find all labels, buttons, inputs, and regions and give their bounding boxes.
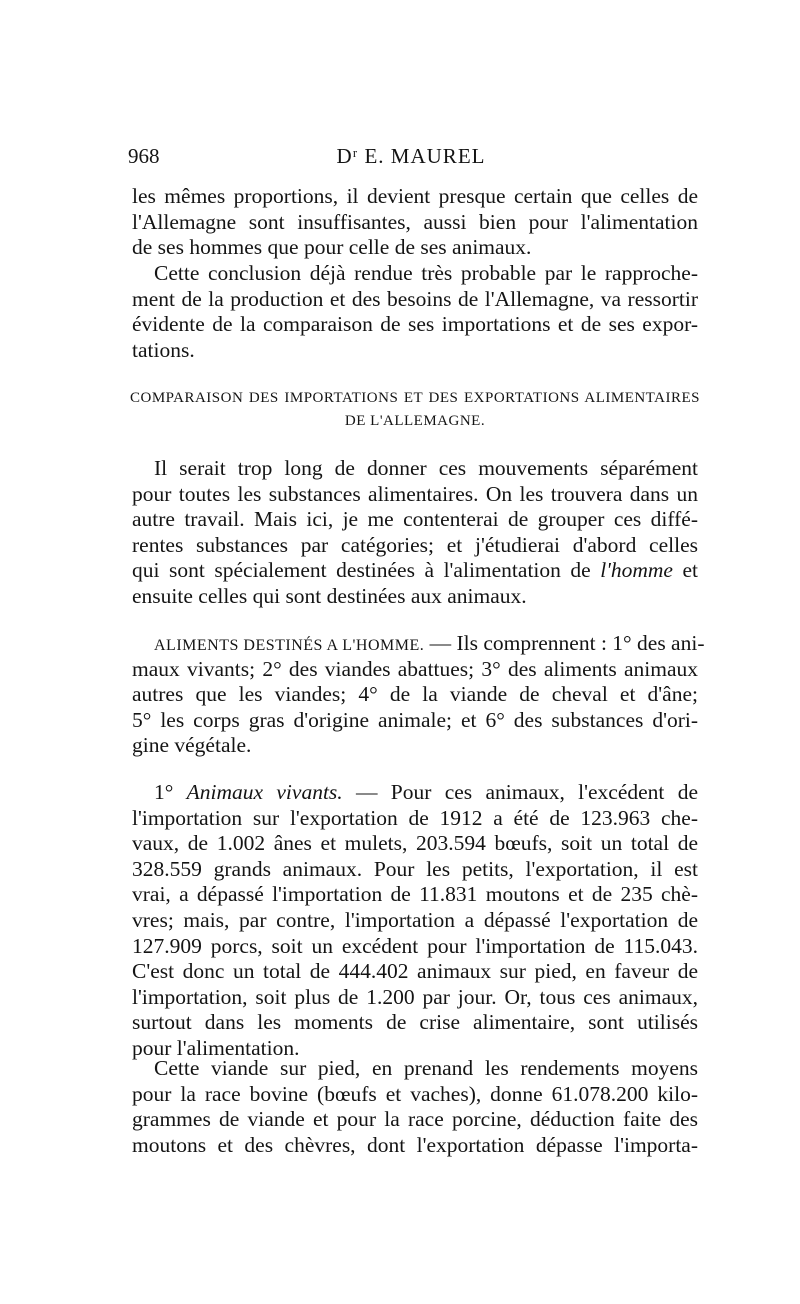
paragraph-5 xyxy=(132,780,698,1062)
paragraph-2 xyxy=(132,261,698,363)
italic-subheading: Animaux vivants. xyxy=(186,780,343,804)
text-line: tations. xyxy=(132,337,195,362)
text-line: l'Allemagne sont insuffisantes, aussi bien pour l'alimentation xyxy=(132,209,698,234)
text-line: Il serait trop long de donner ces mouvements séparément xyxy=(154,456,698,480)
page-number: 968 xyxy=(128,144,160,168)
text-line: autre travail. Mais ici, je me contenterai de grouper ces diffé- xyxy=(132,507,698,532)
text-line: vaux, de 1.002 ânes et mulets, 203.594 bœufs, soit un total de xyxy=(132,831,698,856)
text-line: 5° les corps gras d'origine animale; et 6° des substances d'ori- xyxy=(132,707,698,732)
text-line: rentes substances par catégories; et j'étudierai d'abord celles xyxy=(132,532,698,557)
text-line: Cette conclusion déjà rendue très probable par le rapproche- xyxy=(154,261,698,285)
text-run: — Ils comprennent : 1° des ani- xyxy=(424,631,705,655)
text-line: gine végétale. xyxy=(132,733,252,758)
italic-term: l'homme xyxy=(600,558,673,583)
subheading: ALIMENTS DESTINÉS A L'HOMME. xyxy=(154,637,425,654)
text-line: pour l'alimentation. xyxy=(132,1035,300,1060)
text-line: ensuite celles qui sont destinées aux animaux. xyxy=(132,583,527,608)
text-line xyxy=(132,780,698,806)
page-header xyxy=(128,144,694,174)
text-run: qui sont spécialement destinées à l'alimentation de xyxy=(132,558,601,583)
paragraph-6 xyxy=(132,1056,698,1158)
text-line: vres; mais, par contre, l'importation a dépassé l'exportation de xyxy=(132,907,698,932)
section-title-line-1: COMPARAISON DES IMPORTATIONS ET DES EXPORTATIONS ALIMENTAIRES xyxy=(130,390,700,406)
text-line: 127.909 porcs, soit un excédent pour l'importation de 115.043. xyxy=(132,933,698,958)
section-title xyxy=(130,387,700,433)
text-line: surtout dans les moments de crise alimentaire, sont utilisés xyxy=(132,1010,698,1035)
text-line: l'importation sur l'exportation de 1912 a été de 123.963 che- xyxy=(132,805,698,830)
text-line: maux vivants; 2° des viandes abattues; 3° des aliments animaux xyxy=(132,656,698,681)
text-line xyxy=(132,631,705,657)
text-line: ment de la production et des besoins de l'Allemagne, va ressortir xyxy=(132,286,698,311)
text-line: 328.559 grands animaux. Pour les petits, l'exportation, il est xyxy=(132,856,698,881)
running-head: Dʳ E. MAUREL xyxy=(336,144,486,168)
text-line: les mêmes proportions, il devient presque certain que celles de xyxy=(132,184,698,208)
paragraph-4 xyxy=(132,631,705,759)
text-line: moutons et des chèvres, dont l'exportation dépasse l'importa- xyxy=(132,1132,698,1157)
text-line: vrai, a dépassé l'importation de 11.831 moutons et de 235 chè- xyxy=(132,882,698,907)
text-line: autres que les viandes; 4° de la viande de cheval et d'âne; xyxy=(132,682,698,707)
paragraph-3 xyxy=(132,456,698,610)
section-title-line-2: DE L'ALLEMAGNE. xyxy=(344,413,486,429)
text-line: évidente de la comparaison de ses importations et de ses expor- xyxy=(132,312,698,337)
text-line: l'importation, soit plus de 1.200 par jour. Or, tous ces animaux, xyxy=(132,984,698,1009)
paragraph-1 xyxy=(132,184,698,261)
text-line: pour la race bovine (bœufs et vaches), donne 61.078.200 kilo- xyxy=(132,1081,698,1106)
text-line xyxy=(132,558,698,584)
text-line: grammes de viande et pour la race porcine, déduction faite des xyxy=(132,1107,698,1132)
text-run: 1° xyxy=(154,780,187,804)
text-line: C'est donc un total de 444.402 animaux sur pied, en faveur de xyxy=(132,959,698,984)
text-line: de ses hommes que pour celle de ses animaux. xyxy=(132,235,532,260)
text-line: Cette viande sur pied, en prenand les rendements moyens xyxy=(154,1056,698,1080)
text-run: — Pour ces animaux, l'excédent de xyxy=(342,780,698,804)
text-run: et xyxy=(672,558,698,583)
text-line: pour toutes les substances alimentaires. On les trouvera dans un xyxy=(132,481,698,506)
